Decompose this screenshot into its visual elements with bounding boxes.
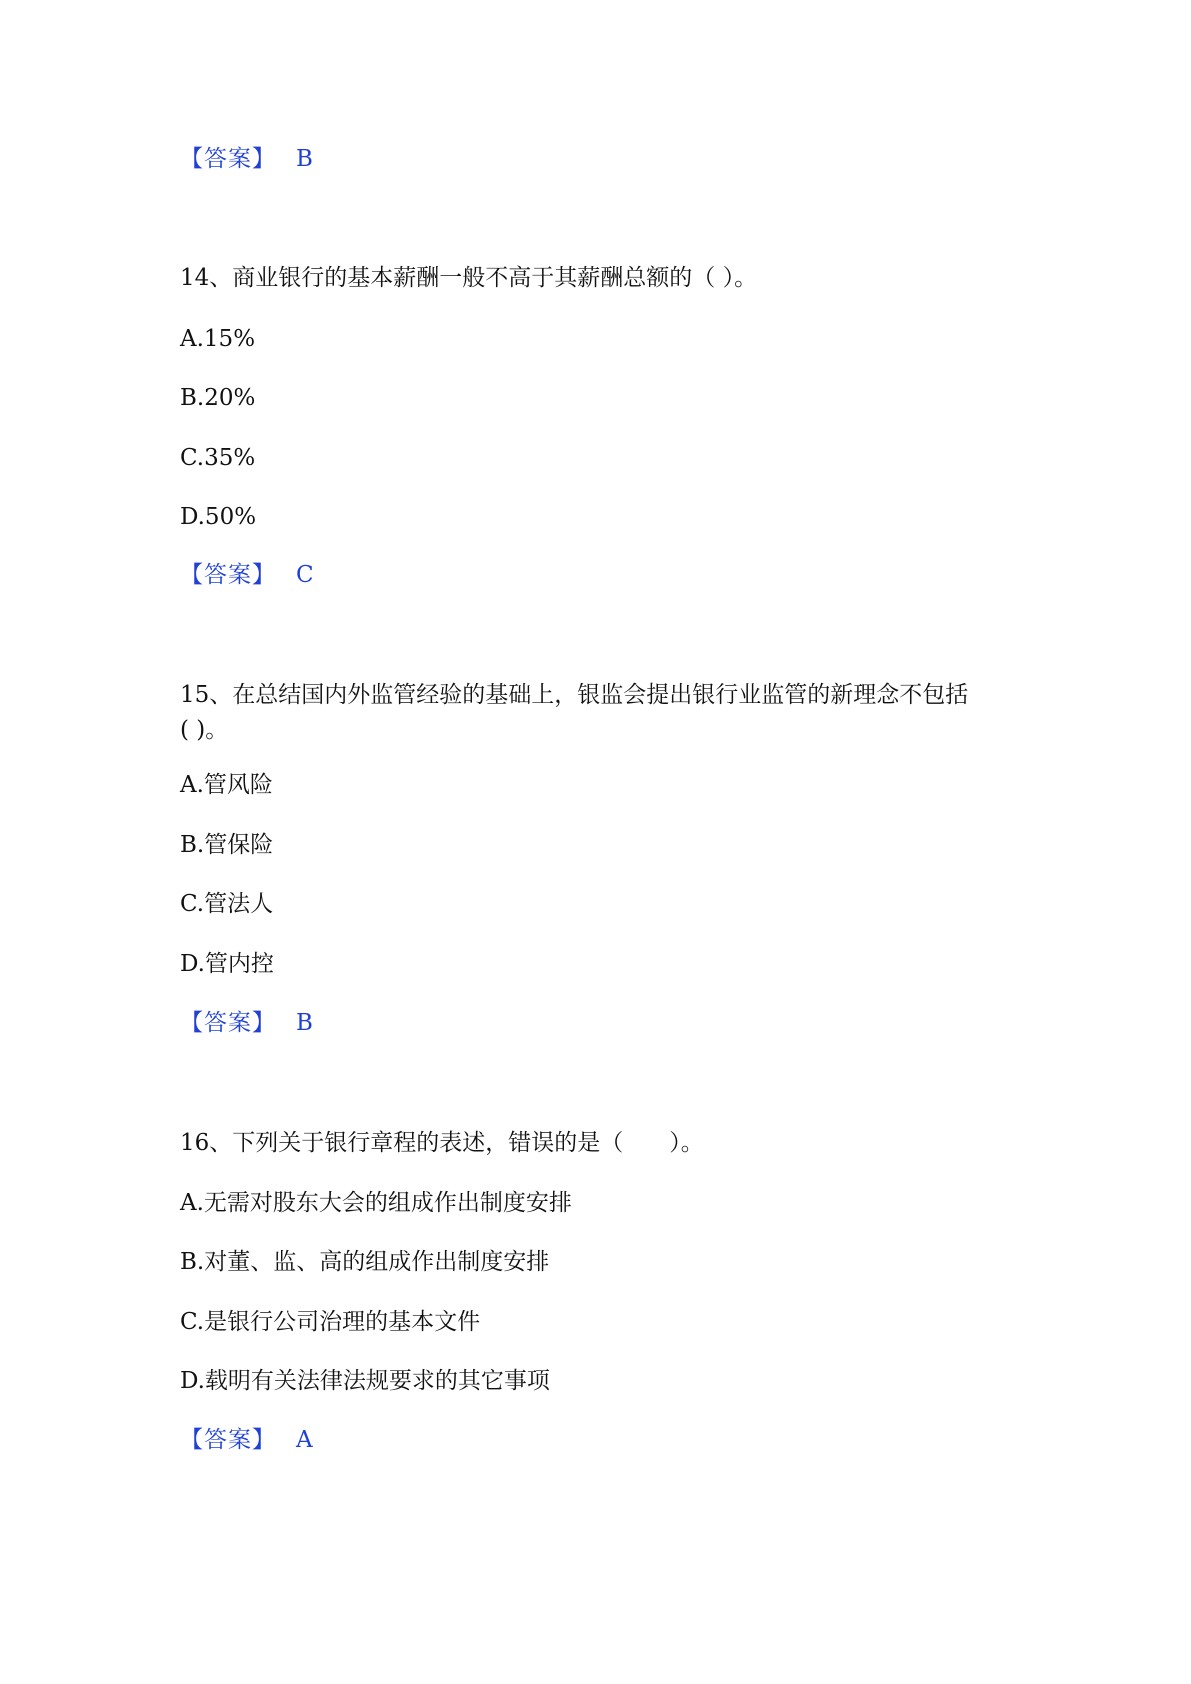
answer-value: B <box>296 146 313 172</box>
q14-option-d: D.50% <box>180 504 257 530</box>
question-15-text-line1: 15、在总结国内外监管经验的基础上，银监会提出银行业监管的新理念不包括 <box>180 682 969 708</box>
q15-option-a: A.管风险 <box>180 772 273 798</box>
question-15-text-line2: ( )。 <box>180 717 229 743</box>
answer-label: 【答案】 <box>180 562 276 588</box>
answer-label: 【答案】 <box>180 1010 276 1036</box>
answer-value: B <box>296 1010 313 1036</box>
q14-option-a: A.15% <box>180 326 256 352</box>
question-16-text: 16、下列关于银行章程的表述，错误的是（ ）。 <box>180 1130 704 1156</box>
question-14-text: 14、商业银行的基本薪酬一般不高于其薪酬总额的（ ）。 <box>180 265 758 291</box>
answer-line-q14 <box>180 558 314 592</box>
answer-line-q15 <box>180 1006 313 1040</box>
q16-option-a: A.无需对股东大会的组成作出制度安排 <box>180 1190 572 1216</box>
answer-label: 【答案】 <box>180 1427 276 1453</box>
q15-option-d: D.管内控 <box>180 951 274 977</box>
answer-value: A <box>296 1427 313 1453</box>
q15-option-b: B.管保险 <box>180 832 274 858</box>
answer-line-q16 <box>180 1423 313 1457</box>
answer-value: C <box>296 562 314 588</box>
q16-option-d: D.载明有关法律法规要求的其它事项 <box>180 1368 550 1394</box>
answer-label: 【答案】 <box>180 146 276 172</box>
q15-option-c: C.管法人 <box>180 891 274 917</box>
q16-option-c: C.是银行公司治理的基本文件 <box>180 1309 481 1335</box>
q16-option-b: B.对董、监、高的组成作出制度安排 <box>180 1249 550 1275</box>
answer-line-prev <box>180 142 313 176</box>
q14-option-c: C.35% <box>180 445 256 471</box>
q14-option-b: B.20% <box>180 385 256 411</box>
